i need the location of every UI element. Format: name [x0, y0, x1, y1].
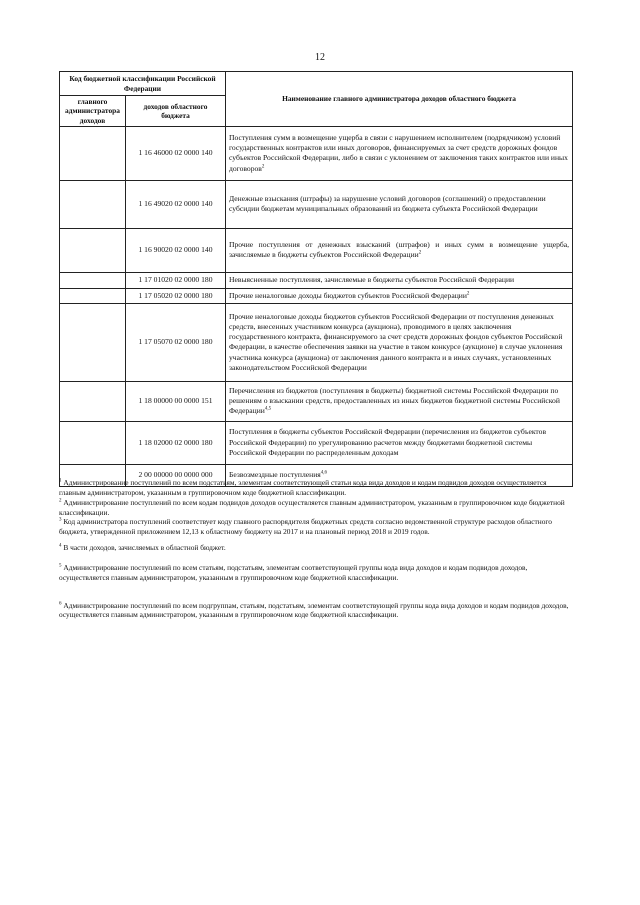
admin-code-cell: [60, 272, 126, 288]
footnote-text: Администрирование поступлений по всем кодам подвидов доходов осуществляется главным администратором, указанным в группировочном коде бюджетной классификации.: [59, 497, 565, 517]
footnote-text: В части доходов, зачисляемых в областной бюджет.: [63, 543, 226, 553]
footnote: [59, 601, 572, 621]
footnote: [59, 563, 572, 583]
footnote-reference: 2: [261, 163, 265, 169]
admin-code-cell: [60, 180, 126, 228]
footnote-reference: 2: [466, 291, 470, 297]
footnote-reference: 2: [418, 250, 422, 256]
header-admin-column: главного администратора доходов: [60, 96, 126, 127]
footnote-text: Администрирование поступлений по всем подстатьям, элементам соответствующей статьи кода вида доходов и кодам подвидов доходов осуществляется главным администратором, указанным в группировочном коде бюджетной классификации.: [59, 478, 547, 497]
footnote-mark: 6: [59, 601, 62, 607]
income-name-text: Безвозмездные поступления: [229, 470, 321, 480]
income-name-cell: [226, 288, 573, 303]
table-row: [60, 303, 573, 381]
admin-code-cell: [60, 126, 126, 180]
footnote: [59, 543, 572, 553]
income-name-cell: [226, 126, 573, 180]
income-code-cell: 1 17 01020 02 0000 180: [126, 272, 226, 288]
income-name-text: Прочие неналоговые доходы бюджетов субъектов Российской Федерации: [229, 290, 467, 300]
table-row: [60, 126, 573, 180]
footnote-mark: 5: [59, 563, 62, 569]
income-code-cell: 1 18 02000 02 0000 180: [126, 421, 226, 464]
table-row: [60, 228, 573, 272]
footnote: [59, 498, 572, 518]
income-name-cell: [226, 381, 573, 421]
income-name-text: Перечисления из бюджетов (поступления в бюджеты) бюджетной системы Российской Федерации по решениям о взыскании средств, предоставленных из иных бюджетов бюджетной системы Российской Федерации: [229, 385, 560, 416]
income-code-cell: 1 17 05070 02 0000 180: [126, 303, 226, 381]
income-name-cell: [226, 228, 573, 272]
admin-code-cell: [60, 228, 126, 272]
table-row: [60, 288, 573, 303]
income-name-cell: [226, 421, 573, 464]
income-name-cell: [226, 303, 573, 381]
footnote-mark: 3: [59, 517, 62, 523]
footnote-mark: 1: [59, 478, 62, 484]
income-name-text: Денежные взыскания (штрафы) за нарушение условий договоров (соглашений) о предоставлении субсидии бюджетам муниципальных образований из бюджета субъекта Российской Федерации: [229, 194, 546, 214]
header-classification-group: Код бюджетной классификации Российской Федерации: [60, 72, 226, 96]
footnote-mark: 4: [59, 543, 62, 549]
budget-classification-table: [59, 71, 573, 487]
header-income-column: доходов областного бюджета: [126, 96, 226, 127]
income-name-text: Поступления в бюджеты субъектов Российской Федерации (перечисления из бюджетов субъектов Российской Федерации) по урегулированию расчетов между бюджетами бюджетной системы Российской Федерации по распределенным доходам: [229, 427, 547, 457]
table-row: [60, 421, 573, 464]
table-row: [60, 272, 573, 288]
header-name-column: Наименование главного администратора доходов областного бюджета: [226, 72, 573, 127]
income-code-cell: 1 16 49020 02 0000 140: [126, 180, 226, 228]
income-name-text: Прочие поступления от денежных взысканий (штрафов) и иных сумм в возмещение ущерба, зачисляемые в бюджеты субъектов Российской Федерации: [229, 240, 569, 260]
page-number: 12: [315, 52, 325, 63]
footnote: [59, 478, 572, 498]
admin-code-cell: [60, 303, 126, 381]
income-code-cell: 1 17 05020 02 0000 180: [126, 288, 226, 303]
income-code-cell: 1 16 46000 02 0000 140: [126, 126, 226, 180]
income-name-cell: [226, 180, 573, 228]
footnote-reference: 4,5: [264, 406, 272, 412]
footnote-text: Код администратора поступлений соответствует коду главного распорядителя бюджетных средств согласно ведомственной структуре расходов областного бюджета, утвержденной приложением 12,13 к областному бюджету на 2017 и на плановый период 2018 и 2019 годов.: [59, 517, 552, 537]
footnote-reference: 4,6: [320, 470, 328, 476]
footnote-text: Администрирование поступлений по всем статьям, подстатьям, элементам соответствующей группы кода вида доходов и кодам подвидов доходов, осуществляется главным администратором, указанным в группировочном коде бюджетной классификации.: [59, 562, 528, 582]
admin-code-cell: [60, 381, 126, 421]
income-name-text: Поступления сумм в возмещение ущерба в связи с нарушением исполнителем (подрядчиком) условий государственных контрактов или иных договоров, финансируемых за счет средств дорожных фондов субъектов Российской Федерации, либо в связи с уклонением от заключения таких контрактов или иных договоров: [229, 132, 568, 173]
income-code-cell: 1 16 90020 02 0000 140: [126, 228, 226, 272]
income-name-text: Невыясненные поступления, зачисляемые в бюджеты субъектов Российской Федерации: [229, 275, 515, 285]
income-code-cell: 1 18 00000 00 0000 151: [126, 381, 226, 421]
income-name-cell: [226, 272, 573, 288]
income-code-cell: 2 00 00000 00 0000 000: [126, 464, 226, 486]
admin-code-cell: [60, 421, 126, 464]
footnote: [59, 517, 572, 537]
footnotes: [59, 478, 572, 620]
table-row: [60, 180, 573, 228]
income-name-text: Прочие неналоговые доходы бюджетов субъектов Российской Федерации от поступления денежных средств, внесенных участником конкурса (аукциона), проводимого в целях заключения государственного контракта, финансируемого за счет средств дорожных фондов субъектов Российской Федерации, в качестве обеспечения заявки на участие в таком конкурсе (аукционе) в случае уклонения участника конкурса (аукциона) от заключения данного контракта и в иных случаях, установленных законодательством Российской Федерации: [229, 311, 563, 372]
footnote-text: Администрирование поступлений по всем подгруппам, статьям, подстатьям, элементам соответствующей группы кода вида доходов и кодам подвидов доходов, осуществляется главным администратором, указанным в группировочном коде бюджетной классификации.: [59, 600, 569, 620]
table-row: [60, 381, 573, 421]
admin-code-cell: [60, 288, 126, 303]
footnote-mark: 2: [59, 498, 62, 504]
